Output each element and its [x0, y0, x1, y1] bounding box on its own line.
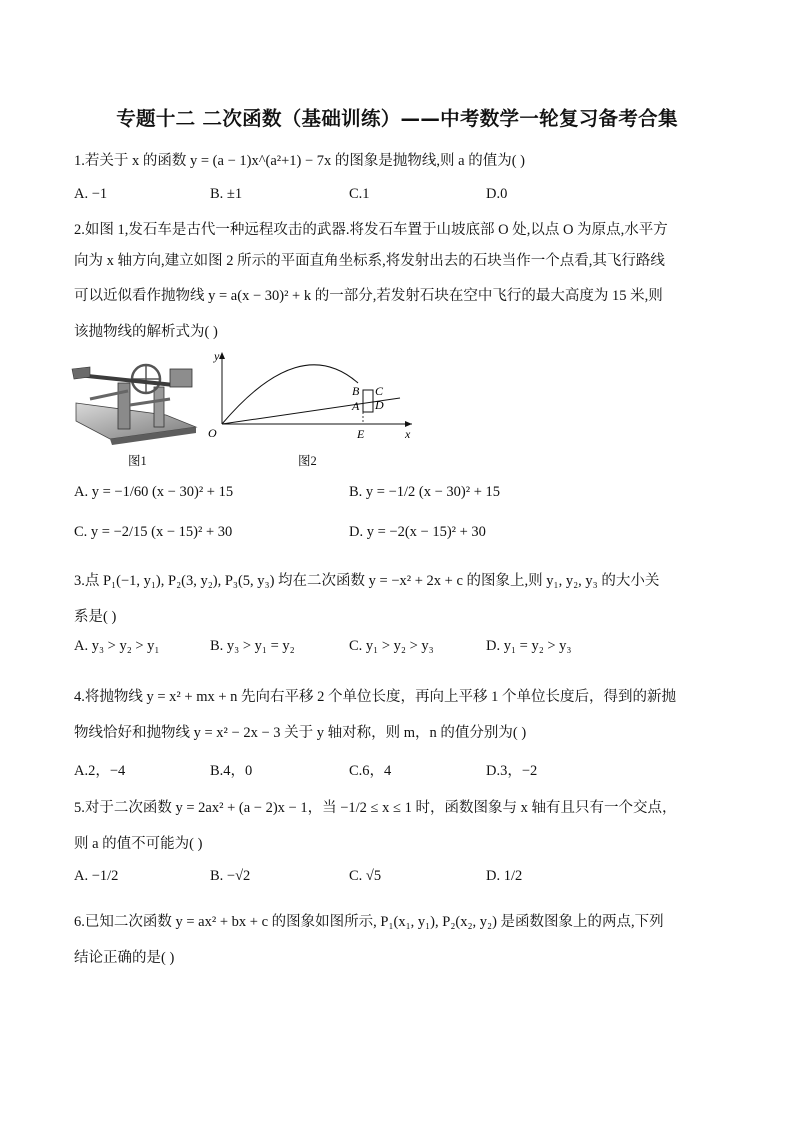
origin-label: O	[208, 426, 217, 440]
y-axis-label: y	[214, 349, 220, 363]
q2-stem-line1: 2.如图 1,发石车是古代一种远程攻击的武器.将发石车置于山坡底部 O 处,以点 O 为原点,水平方	[74, 222, 668, 238]
q6-stem-line2: 结论正确的是( )	[74, 950, 175, 966]
q3-option-b[interactable]: B. y₃ > y₁ = y₂	[210, 638, 295, 654]
point-a-label: A	[352, 399, 360, 413]
x-axis-label: x	[405, 427, 411, 441]
q2-stem-line4: 该抛物线的解析式为( )	[74, 324, 218, 340]
q2-stem-line2: 向为 x 轴方向,建立如图 2 所示的平面直角坐标系,将发射出去的石块当作一个点看,其飞行路线	[74, 253, 665, 269]
catapult-illustration	[70, 355, 202, 445]
q3-option-d[interactable]: D. y₁ = y₂ > y₃	[486, 638, 572, 654]
point-d-label: D	[375, 398, 384, 412]
q2-option-d[interactable]: D. y = −2(x − 15)² + 30	[349, 524, 486, 540]
q1-stem: 1.若关于 x 的函数 y = (a − 1)x^(a²+1) − 7x 的图象是抛物线,则 a 的值为( )	[74, 153, 526, 169]
q5-option-d[interactable]: D. 1/2	[486, 868, 523, 884]
q4-option-d[interactable]: D.3，−2	[486, 763, 538, 779]
q2-option-a[interactable]: A. y = −1/60 (x − 30)² + 15	[74, 484, 234, 500]
q5-option-c[interactable]: C. √5	[349, 868, 382, 884]
figure-2-coordinate-plane	[200, 348, 420, 446]
q3-option-c[interactable]: C. y₁ > y₂ > y₃	[349, 638, 434, 654]
q5-option-b[interactable]: B. −√2	[210, 868, 251, 884]
q4-option-a[interactable]: A.2，−4	[74, 763, 126, 779]
point-e-label: E	[357, 427, 365, 441]
q1-option-c[interactable]: C.1	[349, 186, 370, 202]
q2-stem-line3: 可以近似看作抛物线 y = a(x − 30)² + k 的一部分,若发射石块在空中飞行的最大高度为 15 米,则	[74, 288, 663, 304]
q4-option-c[interactable]: C.6，4	[349, 763, 392, 779]
q4-option-b[interactable]: B.4，0	[210, 763, 253, 779]
q2-option-b[interactable]: B. y = −1/2 (x − 30)² + 15	[349, 484, 501, 500]
figure-1-caption: 图1	[128, 454, 147, 468]
q6-stem-line1: 6.已知二次函数 y = ax² + bx + c 的图象如图所示, P₁(x₁, y₁), P₂(x₂, y₂) 是函数图象上的两点,下列	[74, 914, 664, 930]
q2-option-c[interactable]: C. y = −2/15 (x − 15)² + 30	[74, 524, 233, 540]
q5-stem-line1: 5.对于二次函数 y = 2ax² + (a − 2)x − 1，当 −1/2 ≤ x ≤ 1 时，函数图象与 x 轴有且只有一个交点，	[74, 800, 677, 816]
q1-option-d[interactable]: D.0	[486, 186, 508, 202]
q5-stem-line2: 则 a 的值不可能为( )	[74, 836, 203, 852]
point-b-label: B	[352, 384, 360, 398]
q3-stem-line2: 系是( )	[74, 609, 117, 625]
q3-option-a[interactable]: A. y₃ > y₂ > y₁	[74, 638, 160, 654]
q3-stem-line1: 3.点 P₁(−1, y₁), P₂(3, y₂), P₃(5, y₃) 均在二次函数 y = −x² + 2x + c 的图象上,则 y₁, y₂, y₃ 的大小关	[74, 573, 660, 589]
q1-option-b[interactable]: B. ±1	[210, 186, 243, 202]
q5-option-a[interactable]: A. −1/2	[74, 868, 119, 884]
q1-option-a[interactable]: A. −1	[74, 186, 108, 202]
point-c-label: C	[375, 384, 384, 398]
q4-stem-line2: 物线恰好和抛物线 y = x² − 2x − 3 关于 y 轴对称，则 m，n 的值分别为( )	[74, 725, 527, 741]
page-title: 专题十二 二次函数（基础训练）——中考数学一轮复习备考合集	[116, 107, 678, 130]
figure-2-caption: 图2	[298, 454, 317, 468]
q4-stem-line1: 4.将抛物线 y = x² + mx + n 先向右平移 2 个单位长度，再向上平移 1 个单位长度后，得到的新抛	[74, 689, 677, 705]
